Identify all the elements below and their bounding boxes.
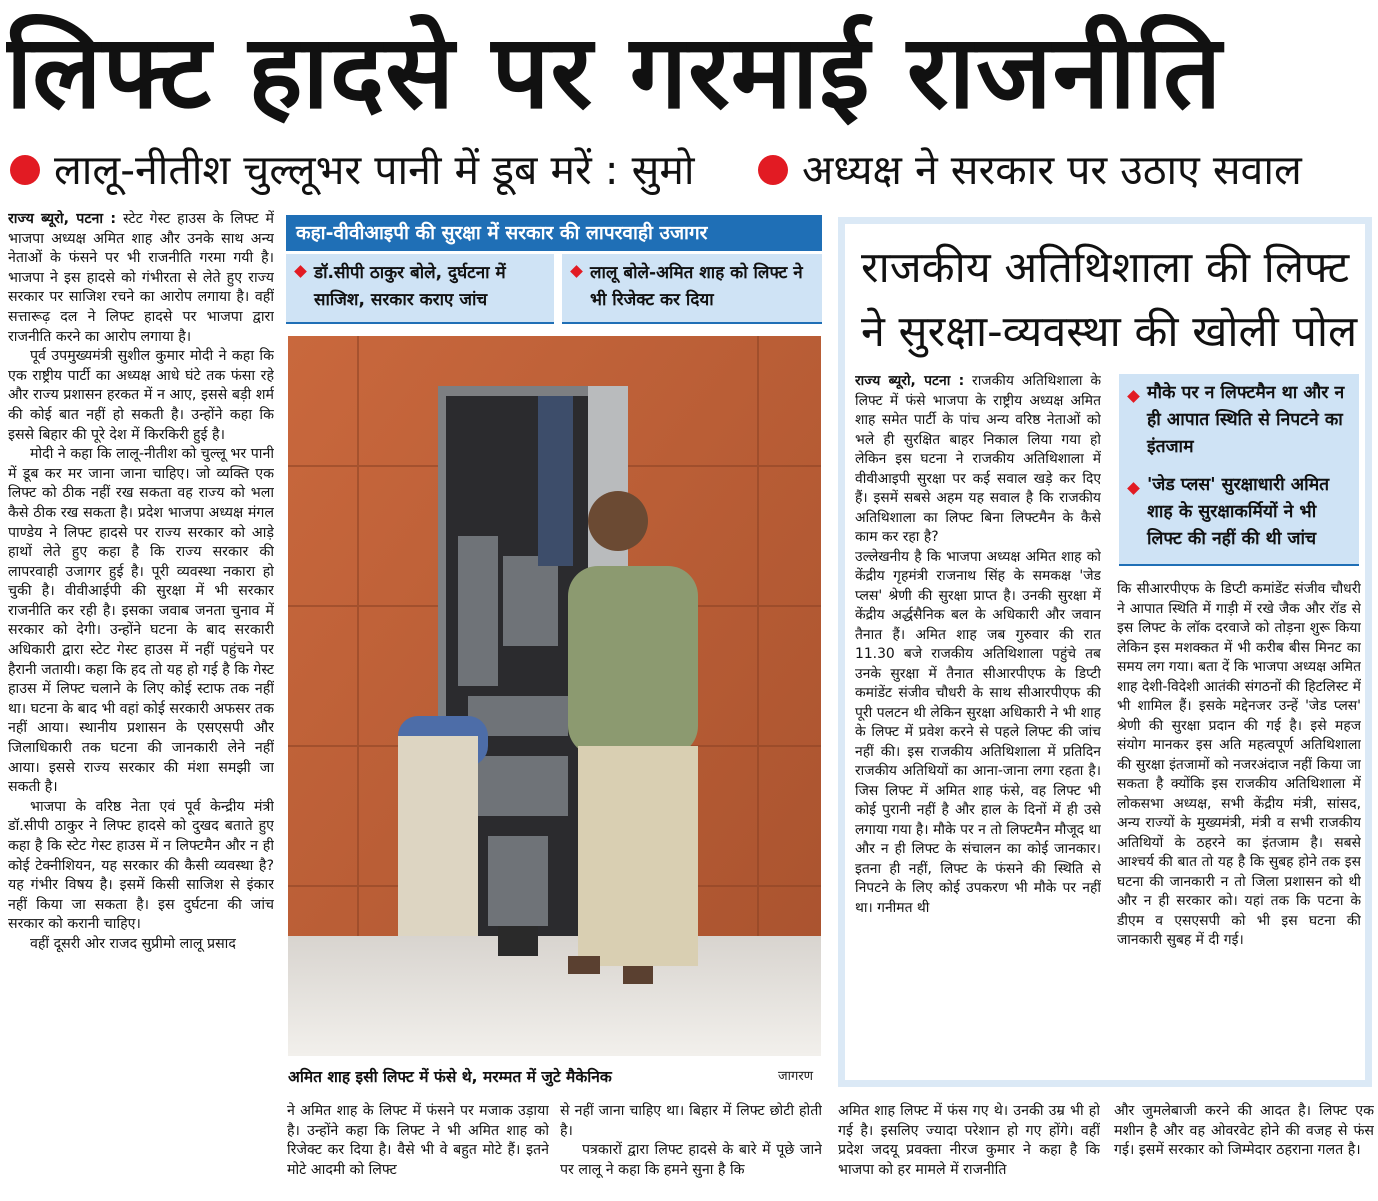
right-article-column-1 <box>855 372 1101 1080</box>
side-bullet-1 <box>1119 380 1359 464</box>
right-bottom-column-1 <box>838 1102 1100 1198</box>
center-bullet-1-text: डॉ.सीपी ठाकुर बोले, दुर्घटना में साजिश, सरकार कराए जांच <box>314 263 506 310</box>
center-bottom-1-text: ने अमित शाह के लिफ्ट में फंसने पर मजाक उड़ाया है। उन्होंने कहा कि लिफ्ट ने भी अमित शाह को रिजेक्ट कर दिया है। वैसे भी वे बहुत मोटे हैं। इतने मोटे आदमी को लिफ्ट <box>287 1103 549 1178</box>
subheadline-1-text: लालू-नीतीश चुल्लूभर पानी में डूब मरें : सुमो <box>54 146 695 194</box>
right-column-2-text: कि सीआरपीएफ के डिप्टी कमांडेंट संजीव चौधरी ने आपात स्थिति में गाड़ी में रखे जैक और रॉड से इस लिफ्ट के लॉक दरवाजे को तोड़ना शुरू किया लेकिन इस मशक्कत में भी करीब बीस मिनट का समय लग गया। बता दें कि भाजपा अध्यक्ष अमित शाह देशी-विदेशी आतंकी संगठनों की हिटलिस्ट में भी शामिल हैं। इसके मद्देनजर उन्हें 'जेड प्लस' श्रेणी की सुरक्षा प्रदान की गई है। इसे महज संयोग मानकर इस अति महत्वपूर्ण अतिथिशाला की सुरक्षा इंतजामों को नजरअंदाज नहीं किया जा सकता है क्योंकि इस राजकीय अतिथिशाला में लोकसभा अध्यक्ष, सभी केंद्रीय मंत्री, सांसद, अन्य राज्यों के मुख्यमंत्री, मंत्री व सभी राजकीय अतिथियों के ठहरने का इंतजाम है। सबसे आश्चर्य की बात तो यह है कि सुबह होने तक इस घटना की जानकारी न तो जिला प्रशासन को थी और न ही सरकार को। यहां तक कि पटना के डीएम व एसएसपी को भी इस घटना की जानकारी सुबह में दी गई। <box>1117 581 1361 948</box>
right-panel <box>838 217 1372 1087</box>
red-dot-icon <box>10 155 40 185</box>
right-byline: राज्य ब्यूरो, पटना : <box>855 373 965 389</box>
right-panel-inner <box>845 224 1365 1080</box>
center-bullet-2 <box>562 254 822 324</box>
left-paragraph-1-text: स्टेट गेस्ट हाउस के लिफ्ट में भाजपा अध्यक्ष अमित शाह और उनके साथ अन्य नेताओं के फंसने पर भी राजनीति गरमा गयी है। भाजपा ने इस हादसे को गंभीरता से लेते हुए राज्य सरकार पर साजिश रचने का आरोप लगाया है। वहीं सत्तारूढ़ दल ने लिफ्ट हादसे पर भाजपा द्वारा राजनीति करने का आरोप लगाया है। <box>8 211 274 345</box>
red-diamond-icon <box>294 265 307 278</box>
red-diamond-icon <box>1127 390 1140 403</box>
subheadline-2-text: अध्यक्ष ने सरकार पर उठाए सवाल <box>802 146 1302 194</box>
photo-caption: अमित शाह इसी लिफ्ट में फंसे थे, मरम्मत में जुटे मैकेनिक <box>288 1068 612 1086</box>
right-panel-headline: राजकीय अतिथिशाला की लिफ्ट ने सुरक्षा-व्यवस्था की खोली पोल <box>861 243 1358 357</box>
left-paragraph-5: वहीं दूसरी ओर राजद सुप्रीमो लालू प्रसाद <box>30 935 236 952</box>
red-dot-icon <box>758 155 788 185</box>
lift-photo <box>288 336 821 1056</box>
center-bottom-column-1 <box>287 1102 549 1198</box>
subheadline-1 <box>10 142 740 198</box>
subheadline-2 <box>758 142 1370 198</box>
right-paragraph-1 <box>855 372 1101 548</box>
photo-credit: जागरण <box>778 1069 814 1084</box>
center-bottom-column-2 <box>560 1102 822 1198</box>
side-bullet-2 <box>1119 472 1359 562</box>
right-paragraph-1-text: राजकीय अतिथिशाला के लिफ्ट में फंसे भाजपा के राष्ट्रीय अध्यक्ष अमित शाह समेत पार्टी के पांच अन्य वरिष्ठ नेताओं को भले ही सुरक्षित बाहर निकाल लिया गया हो लेकिन इस घटना ने राजकीय अतिथिशाला में वीवीआइपी सुरक्षा पर कई सवाल खड़े कर दिए हैं। इसमें सबसे अहम यह सवाल है कि राजकीय अतिथिशाला का लिफ्ट बिना लिफ्टमैन के कैसे काम कर रहा है? <box>855 373 1101 545</box>
right-bottom-2-text: और जुमलेबाजी करने की आदत है। लिफ्ट एक मशीन है और वह ओवरवेट होने की वजह से फंस गई। इसमें सरकार को जिम्मेदार ठहराना गलत है। <box>1114 1103 1374 1159</box>
side-bullet-1-text: मौके पर न लिफ्टमैन था और न ही आपात स्थिति से निपटने का इंतजाम <box>1147 383 1345 457</box>
left-paragraph-3: मोदी ने कहा कि लालू-नीतीश को चुल्लू भर पानी में डूब कर मर जाना जाना चाहिए। जो व्यक्ति एक लिफ्ट को ठीक नहीं रख सकता वह राज्य को भला कैसे ठीक रख सकता है। प्रदेश भाजपा अध्यक्ष मंगल पाण्डेय ने लिफ्ट हादसे पर राज्य सरकार को आड़े हाथों लेते हुए कहा है कि राज्य सरकार की लापरवाही उजागर हुई है। पूरी व्यवस्था नकारा हो चुकी है। वीवीआईपी की सुरक्षा में भी सरकार राजनीति कर रही है। इसका जवाब जनता चुनाव में सरकार को देगी। उन्होंने घटना के बाद सरकारी अधिकारी द्वारा स्टेट गेस्ट हाउस में नहीं पहुंचने पर हैरानी जतायी। कहा कि हद तो यह हो गई है कि गेस्ट हाउस में लिफ्ट चलाने के लिए कोई स्टाफ तक नहीं था। घटना के बाद भी वहां कोई सरकारी अफसर तक नहीं आया। स्थानीय प्रशासन के एसएसपी और जिलाधिकारी तक घटना की जानकारी लेने नहीं आया। इससे राज्य सरकार की मंशा समझी जा सकती है। <box>8 446 274 796</box>
left-paragraph-4: भाजपा के वरिष्ठ नेता एवं पूर्व केन्द्रीय मंत्री डॉ.सीपी ठाकुर ने लिफ्ट हादसे को दुखद बताते हुए कहा है कि स्टेट गेस्ट हाउस में न लिफ्टमैन और न ही कोई टेक्नीशियन, यह सरकार की कैसी व्यवस्था है? यह गंभीर विषय है। इसमें किसी साजिश से इंकार नहीं किया जा सकता है। इस दुर्घटना की जांच सरकार को करानी चाहिए। <box>8 798 274 933</box>
right-article-column-2 <box>1117 580 1361 1080</box>
red-diamond-icon <box>570 265 583 278</box>
center-bottom-2b-text: पत्रकारों द्वारा लिफ्ट हादसे के बारे में पूछे जाने पर लालू ने कहा कि हमने सुना है कि <box>560 1142 822 1178</box>
side-bullet-2-text: 'जेड प्लस' सुरक्षाधारी अमित शाह के सुरक्षाकर्मियों ने भी लिफ्ट की नहीं की थी जांच <box>1147 475 1330 549</box>
center-tagline: कहा-वीवीआइपी की सुरक्षा में सरकार की लापरवाही उजागर <box>286 215 822 251</box>
red-diamond-icon <box>1127 482 1140 495</box>
left-article-column <box>8 210 274 1196</box>
center-bottom-2a-text: से नहीं जाना चाहिए था। बिहार में लिफ्ट छोटी होती है। <box>560 1103 822 1139</box>
right-bottom-1-text: अमित शाह लिफ्ट में फंस गए थे। उनकी उम्र भी हो गई है। इसलिए ज्यादा परेशान हो गए होंगे। वहीं प्रदेश जदयू प्रवक्ता नीरज कुमार ने कहा है कि भाजपा को हर मामले में राजनीति <box>838 1103 1100 1178</box>
lift-photo-illustration <box>288 336 821 1056</box>
left-paragraph-2: पूर्व उपमुख्यमंत्री सुशील कुमार मोदी ने कहा कि एक राष्ट्रीय पार्टी का अध्यक्ष आधे घंटे तक फंसा रहे और राज्य प्रशासन हरकत में न आए, इससे बड़ी शर्म की कोई बात नहीं हो सकती है। उन्होंने कहा कि इससे बिहार की पूरे देश में किरकिरी हुई है। <box>8 348 274 443</box>
center-bullet-1 <box>286 254 554 324</box>
right-bottom-column-2 <box>1114 1102 1374 1198</box>
left-byline: राज्य ब्यूरो, पटना : <box>8 211 117 227</box>
left-paragraph-1 <box>8 210 274 347</box>
right-paragraph-2: उल्लेखनीय है कि भाजपा अध्यक्ष अमित शाह को केंद्रीय गृहमंत्री राजनाथ सिंह के समकक्ष 'जेड प्लस' श्रेणी की सुरक्षा प्राप्त है। उनकी सुरक्षा में केंद्रीय अर्द्धसैनिक बल के अधिकारी और जवान तैनात हैं। अमित शाह जब गुरुवार की रात 11.30 बजे राजकीय अतिथिशाला पहुंचे तब उनके सुरक्षा में तैनात सीआरपीएफ के डिप्टी कमांडेंट संजीव चौधरी के साथ सीआरपीएफ की पूरी पलटन थी लेकिन सुरक्षा अधिकारी ने भी शाह के लिफ्ट में प्रवेश करने से पहले लिफ्ट की जांच नहीं की। इस राजकीय अतिथिशाला में प्रतिदिन राजकीय अतिथियों का आना-जाना लगा रहता है। जिस लिफ्ट में अमित शाह फंसे, वह लिफ्ट भी कोई पुरानी नहीं है और हाल के दिनों में ही उसे लगाया गया है। मौके पर न तो लिफ्टमैन मौजूद था और न ही लिफ्ट के संचालन का कोई जानकार। इतना ही नहीं, लिफ्ट के फंसने की स्थिति से निपटने के लिए कोई उपकरण भी मौके पर नहीं था। गनीमत थी <box>855 548 1101 916</box>
center-bullet-2-text: लालू बोले-अमित शाह को लिफ्ट ने भी रिजेक्ट कर दिया <box>590 263 803 310</box>
main-headline: लिफ्ट हादसे पर गरमाई राजनीति <box>6 13 1223 132</box>
right-side-highlight-box <box>1119 374 1359 566</box>
